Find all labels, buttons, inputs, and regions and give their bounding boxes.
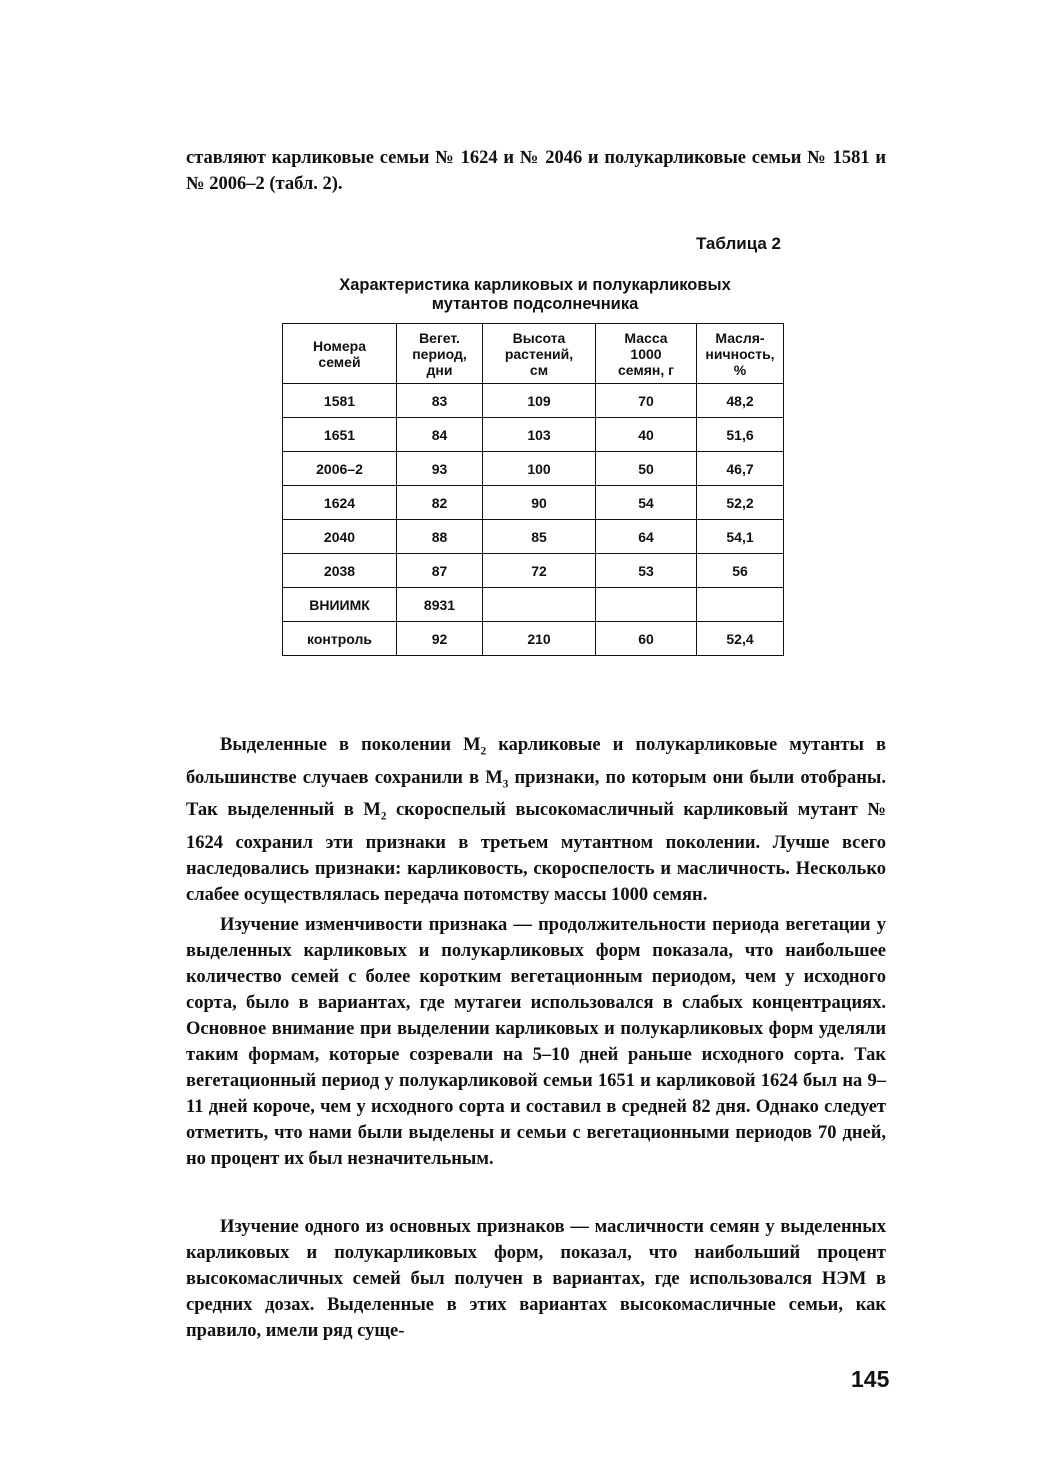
table-cell: 60 bbox=[596, 622, 697, 656]
table-cell: 93 bbox=[397, 452, 483, 486]
table-cell: 2040 bbox=[283, 520, 397, 554]
header-seed-mass: Масса 1000 семян, г bbox=[596, 324, 697, 384]
table-cell: 109 bbox=[483, 384, 596, 418]
table-caption: Характеристика карликовых и полукарликовых мутантов подсолнечника bbox=[339, 276, 731, 313]
table-cell: 88 bbox=[397, 520, 483, 554]
table-cell: 2006–2 bbox=[283, 452, 397, 486]
table-cell: 2038 bbox=[283, 554, 397, 588]
table-cell: 52,4 bbox=[697, 622, 784, 656]
paragraph-2: Изучение изменчивости признака — продолжительности периода вегетации у выделенных карликовых и полукарликовых форм показала, что наибольшее количество семей с более коротким вегетационным периодом, чем у исходного сорта, было в вариантах, где мутагеи использовался в слабых концентрациях. Основное внимание при выделении карликовых и полукарликовых форм уделяли таким формам, которые созревали на 5–10 дней раньше исходного сорта. Так вегетационный период у полукарликовой семьи 1651 и карликовой 1624 был на 9–11 дней короче, чем у исходного сорта и составил в средней 82 дня. Однако следует отметить, что нами были выделены и семьи с вегетационными периодов 70 дней, но процент их был незначительным. bbox=[186, 915, 886, 1169]
table-cell: 90 bbox=[483, 486, 596, 520]
table-cell: 48,2 bbox=[697, 384, 784, 418]
table-cell: 87 bbox=[397, 554, 483, 588]
header-plant-height: Высота растений, см bbox=[483, 324, 596, 384]
table-row bbox=[283, 418, 784, 452]
table-cell: 83 bbox=[397, 384, 483, 418]
paragraph-3: Изучение одного из основных признаков — масличности семян у выделенных карликовых и полукарликовых форм, показал, что наибольший процент высокомасличных семей был получен в вариантах, где использовался НЭМ в средних дозах. Выделенные в этих вариантах высокомасличные семьи, как правило, имели ряд суще- bbox=[186, 1217, 886, 1341]
table-cell: 85 bbox=[483, 520, 596, 554]
table-cell: 1624 bbox=[283, 486, 397, 520]
table-cell: 70 bbox=[596, 384, 697, 418]
header-oil-content: Масля- ничность, % bbox=[697, 324, 784, 384]
table-cell: контроль bbox=[283, 622, 397, 656]
table-cell: 210 bbox=[483, 622, 596, 656]
table-header-row bbox=[283, 324, 784, 384]
header-family-number: Номера семей bbox=[283, 324, 397, 384]
table-cell: 100 bbox=[483, 452, 596, 486]
table-cell bbox=[483, 588, 596, 622]
generation-subscript: 2 bbox=[480, 745, 487, 758]
table-cell bbox=[596, 588, 697, 622]
table-cell: 92 bbox=[397, 622, 483, 656]
table-cell: 103 bbox=[483, 418, 596, 452]
table-cell: 72 bbox=[483, 554, 596, 588]
generation-subscript: 3 bbox=[502, 778, 509, 791]
table-cell bbox=[697, 588, 784, 622]
table-cell: 46,7 bbox=[697, 452, 784, 486]
page-number: 145 bbox=[851, 1366, 890, 1392]
table-row bbox=[283, 520, 784, 554]
table-label: Таблица 2 bbox=[695, 234, 781, 253]
paragraph-1 bbox=[186, 732, 886, 908]
table-cell: 84 bbox=[397, 418, 483, 452]
header-vegetation-period: Вегет. период, дни bbox=[397, 324, 483, 384]
table-cell: 40 bbox=[596, 418, 697, 452]
table-cell: 1651 bbox=[283, 418, 397, 452]
table-row bbox=[283, 588, 784, 622]
paragraph-1-part-b: карликовые и полукарликовые мутанты в большинстве случаев сохранили в М bbox=[186, 735, 886, 788]
table-cell: 50 bbox=[596, 452, 697, 486]
table-cell: 51,6 bbox=[697, 418, 784, 452]
table-row bbox=[283, 384, 784, 418]
table-row bbox=[283, 622, 784, 656]
intro-paragraph: ставляют карликовые семьи № 1624 и № 2046 и полукарликовые семьи № 1581 и № 2006–2 (табл. 2). bbox=[186, 148, 886, 194]
table-cell: 56 bbox=[697, 554, 784, 588]
table-cell: 64 bbox=[596, 520, 697, 554]
table-cell: 82 bbox=[397, 486, 483, 520]
table-cell: 54,1 bbox=[697, 520, 784, 554]
mutants-table bbox=[282, 323, 784, 656]
table-row bbox=[283, 452, 784, 486]
table-row bbox=[283, 554, 784, 588]
table-cell: 53 bbox=[596, 554, 697, 588]
table-cell: 1581 bbox=[283, 384, 397, 418]
table-cell: 54 bbox=[596, 486, 697, 520]
table-cell: ВНИИМК bbox=[283, 588, 397, 622]
paragraph-1-part-d: скороспелый высокомасличный карликовый мутант № 1624 сохранил эти признаки в третьем мутантном поколении. Лучше всего наследовались признаки: карликовость, скороспелость и масличность. Несколько слабее осуществлялась передача потомству массы 1000 семян. bbox=[186, 800, 887, 906]
paragraph-1-part-a: Выделенные в поколении М bbox=[220, 735, 481, 755]
generation-subscript: 2 bbox=[380, 811, 387, 824]
table-cell: 8931 bbox=[397, 588, 483, 622]
paragraph-1-part-c: признаки, по которым они были отобраны. Так выделенный в М bbox=[186, 767, 886, 821]
table-row bbox=[283, 486, 784, 520]
table-cell: 52,2 bbox=[697, 486, 784, 520]
